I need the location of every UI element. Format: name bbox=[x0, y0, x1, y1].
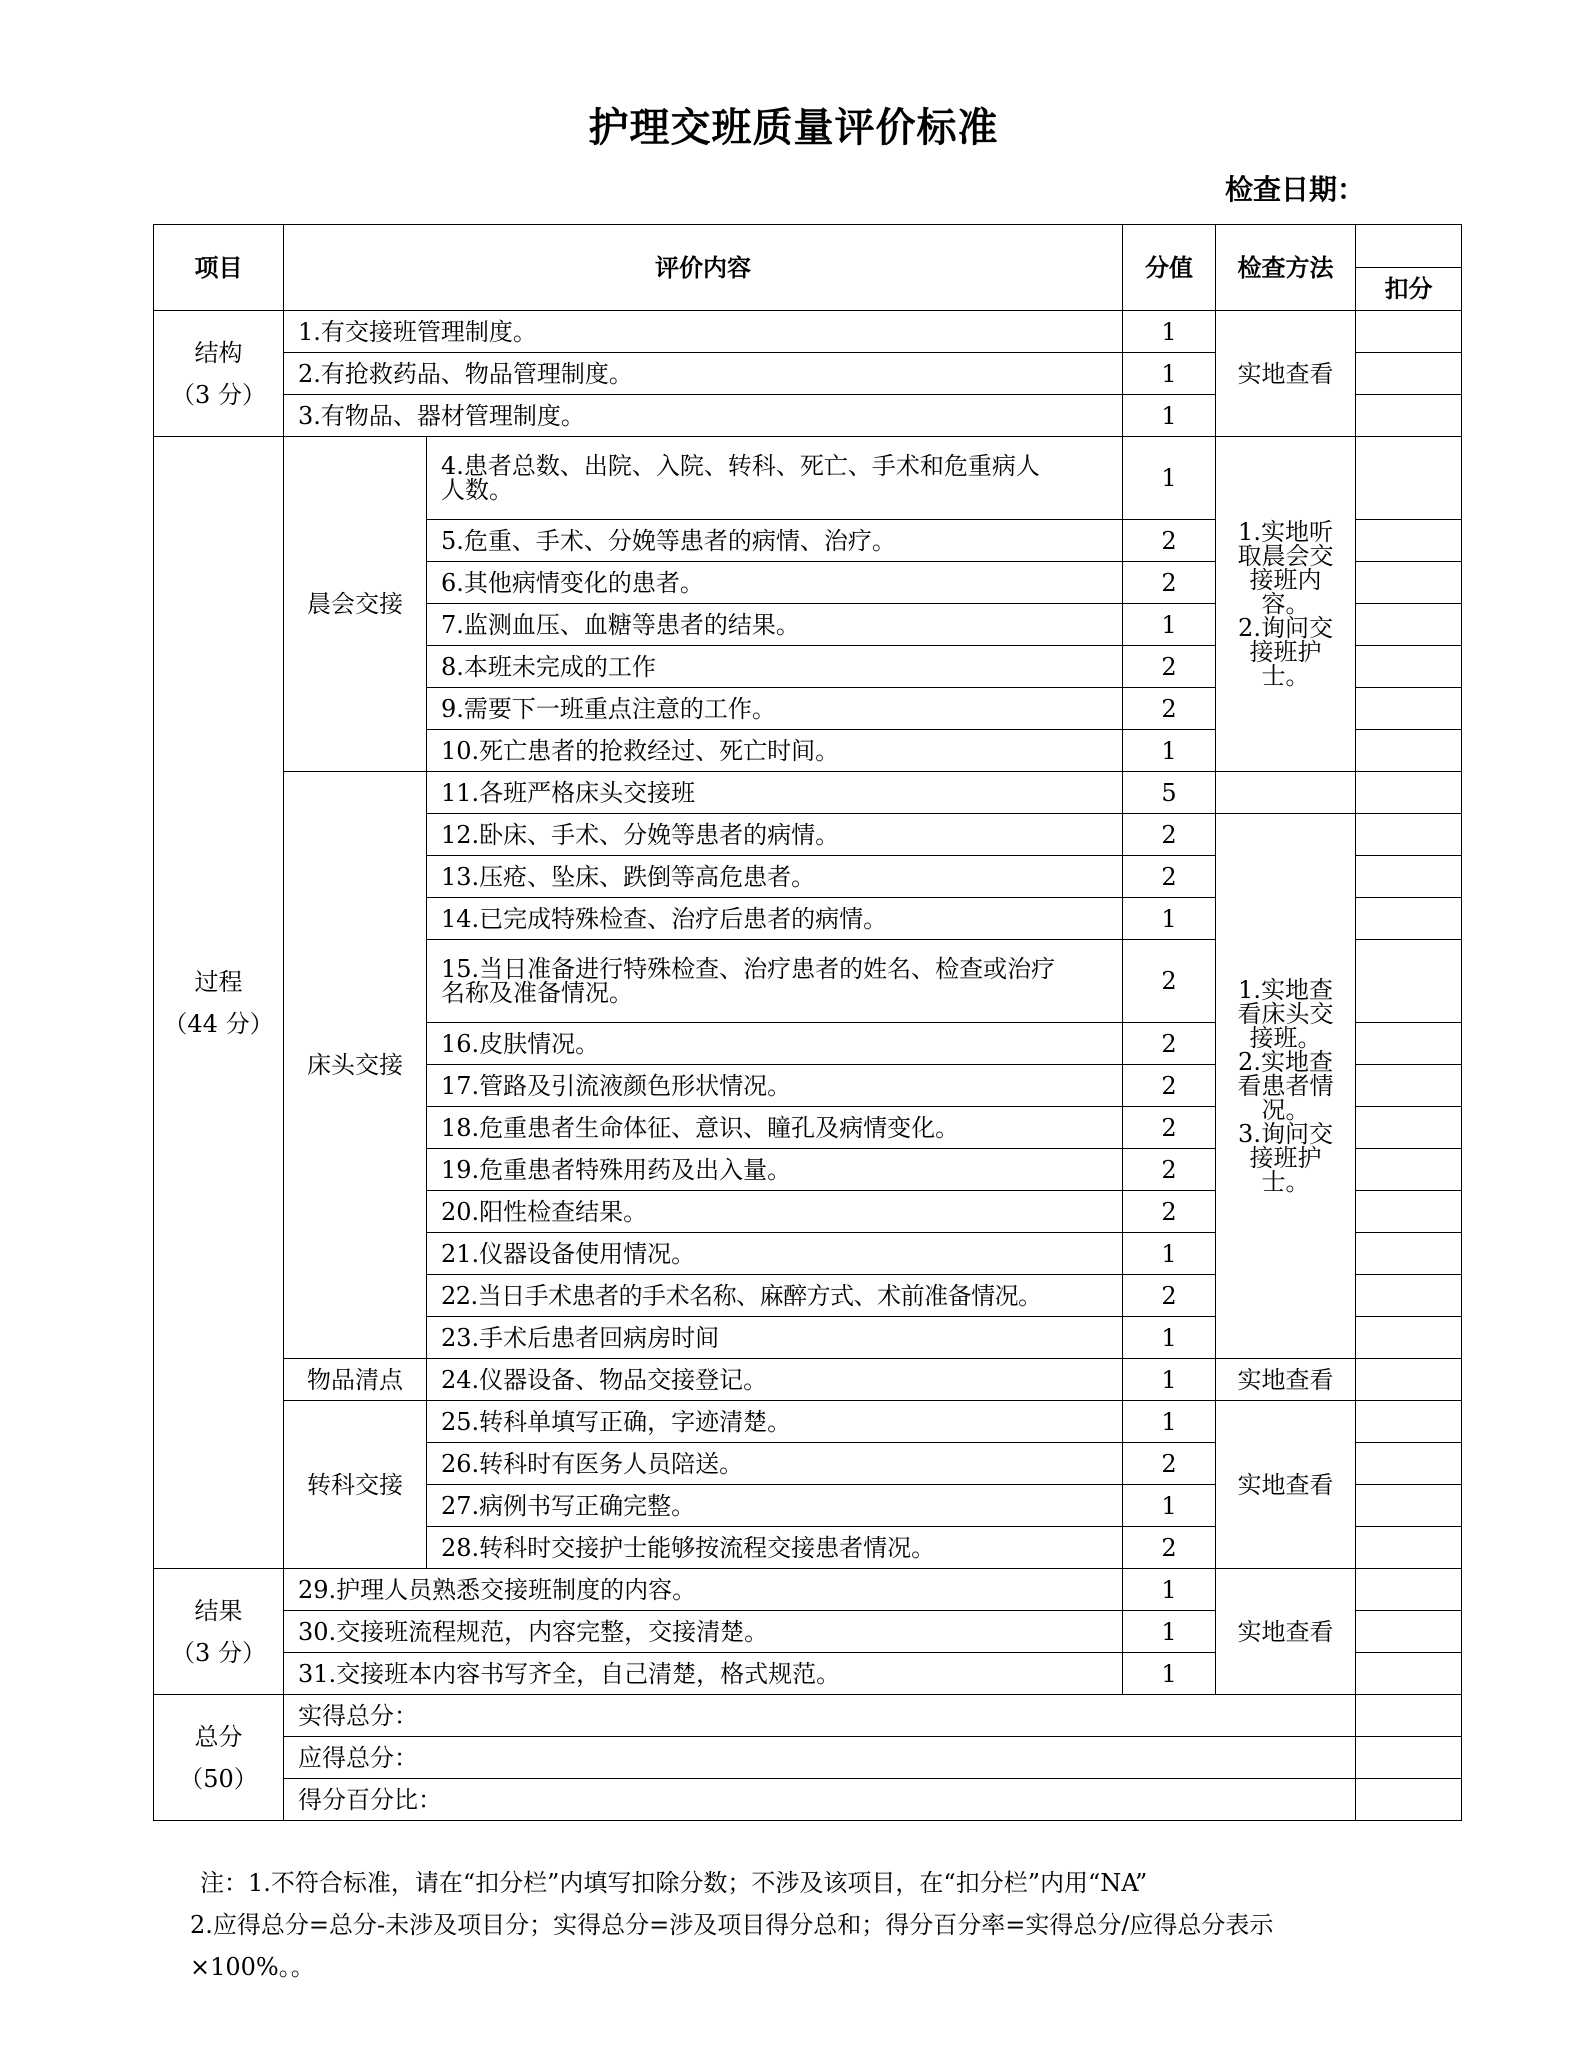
method-morning bbox=[1216, 437, 1356, 772]
row-score: 5 bbox=[1123, 772, 1216, 814]
row-content bbox=[427, 940, 1123, 1023]
table-row bbox=[154, 1695, 1462, 1737]
subsection-items-check: 物品清点 bbox=[284, 1359, 427, 1401]
row-score: 1 bbox=[1123, 1569, 1216, 1611]
row-score: 1 bbox=[1123, 730, 1216, 772]
section-structure bbox=[154, 311, 284, 437]
expected-total-label: 应得总分： bbox=[284, 1737, 1356, 1779]
row-content: 25.转科单填写正确，字迹清楚。 bbox=[427, 1401, 1123, 1443]
deduct-cell[interactable] bbox=[1356, 898, 1462, 940]
table-row bbox=[154, 311, 1462, 353]
row-score: 2 bbox=[1123, 940, 1216, 1023]
deduct-cell[interactable] bbox=[1356, 814, 1462, 856]
deduct-cell[interactable] bbox=[1356, 856, 1462, 898]
deduct-cell[interactable] bbox=[1356, 772, 1462, 814]
row-content: 8.本班未完成的工作 bbox=[427, 646, 1123, 688]
row-content: 23.手术后患者回病房时间 bbox=[427, 1317, 1123, 1359]
method-line: 2.询问交 bbox=[1238, 614, 1333, 642]
method-line: 2.实地查 bbox=[1238, 1048, 1333, 1076]
row-content: 13.压疮、坠床、跌倒等高危患者。 bbox=[427, 856, 1123, 898]
section-sub: （3 分） bbox=[171, 380, 266, 409]
row-content: 21.仪器设备使用情况。 bbox=[427, 1233, 1123, 1275]
table-row bbox=[154, 1401, 1462, 1443]
subsection-morning: 晨会交接 bbox=[284, 437, 427, 772]
method-line: 看患者情 bbox=[1237, 1072, 1334, 1100]
evaluation-table bbox=[153, 224, 1462, 1821]
section-label: 过程 bbox=[194, 967, 243, 996]
table-row bbox=[154, 1737, 1462, 1779]
deduct-cell[interactable] bbox=[1356, 1065, 1462, 1107]
row-content bbox=[427, 437, 1123, 520]
table-row bbox=[154, 772, 1462, 814]
deduct-cell[interactable] bbox=[1356, 395, 1462, 437]
method-bedside bbox=[1216, 814, 1356, 1359]
row-score: 1 bbox=[1123, 353, 1216, 395]
row-score: 2 bbox=[1123, 562, 1216, 604]
row-score: 1 bbox=[1123, 311, 1216, 353]
deduct-cell[interactable] bbox=[1356, 1275, 1462, 1317]
method-onsite: 实地查看 bbox=[1216, 311, 1356, 437]
deduct-cell[interactable] bbox=[1356, 1401, 1462, 1443]
inspection-date-label: 检查日期： bbox=[1225, 173, 1366, 206]
row-score: 2 bbox=[1123, 1065, 1216, 1107]
header-deduct-blank bbox=[1356, 225, 1462, 268]
row-content: 27.病例书写正确完整。 bbox=[427, 1485, 1123, 1527]
row-content: 14.已完成特殊检查、治疗后患者的病情。 bbox=[427, 898, 1123, 940]
deduct-cell[interactable] bbox=[1356, 1569, 1462, 1611]
row-score: 2 bbox=[1123, 1527, 1216, 1569]
deduct-cell[interactable] bbox=[1356, 1485, 1462, 1527]
deduct-cell[interactable] bbox=[1356, 1191, 1462, 1233]
row-content: 16.皮肤情况。 bbox=[427, 1023, 1123, 1065]
row-score: 1 bbox=[1123, 437, 1216, 520]
method-blank bbox=[1216, 772, 1356, 814]
notes bbox=[190, 1862, 1274, 1988]
method-line: 接班内 bbox=[1249, 566, 1322, 594]
row-score: 2 bbox=[1123, 1149, 1216, 1191]
row-content: 18.危重患者生命体征、意识、瞳孔及病情变化。 bbox=[427, 1107, 1123, 1149]
row-score: 2 bbox=[1123, 688, 1216, 730]
deduct-cell[interactable] bbox=[1356, 1359, 1462, 1401]
row-content-line: 名称及准备情况。 bbox=[441, 979, 633, 1007]
method-line: 士。 bbox=[1261, 662, 1310, 690]
row-score: 1 bbox=[1123, 1317, 1216, 1359]
section-sub: （44 分） bbox=[163, 1009, 274, 1038]
row-content: 28.转科时交接护士能够按流程交接患者情况。 bbox=[427, 1527, 1123, 1569]
method-onsite: 实地查看 bbox=[1216, 1359, 1356, 1401]
deduct-cell[interactable] bbox=[1356, 730, 1462, 772]
section-sub: （3 分） bbox=[171, 1638, 266, 1667]
method-line: 容。 bbox=[1261, 590, 1310, 618]
expected-total-value[interactable] bbox=[1356, 1737, 1462, 1779]
row-content: 31.交接班本内容书写齐全，自己清楚，格式规范。 bbox=[284, 1653, 1123, 1695]
row-content: 22.当日手术患者的手术名称、麻醉方式、术前准备情况。 bbox=[427, 1275, 1123, 1317]
method-line: 3.询问交 bbox=[1238, 1120, 1333, 1148]
row-score: 2 bbox=[1123, 520, 1216, 562]
row-score: 1 bbox=[1123, 1401, 1216, 1443]
section-label: 结果 bbox=[194, 1596, 243, 1625]
row-score: 1 bbox=[1123, 395, 1216, 437]
row-score: 1 bbox=[1123, 1359, 1216, 1401]
row-score: 2 bbox=[1123, 1443, 1216, 1485]
row-score: 1 bbox=[1123, 604, 1216, 646]
deduct-cell[interactable] bbox=[1356, 520, 1462, 562]
note-line-2: 2.应得总分=总分-未涉及项目分；实得总分=涉及项目得分总和；得分百分率=实得总分/应得总分表示 bbox=[190, 1911, 1274, 1939]
deduct-cell[interactable] bbox=[1356, 1149, 1462, 1191]
row-content: 11.各班严格床头交接班 bbox=[427, 772, 1123, 814]
actual-total-label: 实得总分： bbox=[284, 1695, 1356, 1737]
deduct-cell[interactable] bbox=[1356, 353, 1462, 395]
header-method: 检查方法 bbox=[1216, 225, 1356, 311]
row-score: 2 bbox=[1123, 1023, 1216, 1065]
table-row bbox=[154, 437, 1462, 520]
deduct-cell[interactable] bbox=[1356, 1527, 1462, 1569]
header-score: 分值 bbox=[1123, 225, 1216, 311]
row-content: 24.仪器设备、物品交接登记。 bbox=[427, 1359, 1123, 1401]
row-content: 20.阳性检查结果。 bbox=[427, 1191, 1123, 1233]
row-content: 5.危重、手术、分娩等患者的病情、治疗。 bbox=[427, 520, 1123, 562]
deduct-cell[interactable] bbox=[1356, 562, 1462, 604]
row-content: 19.危重患者特殊用药及出入量。 bbox=[427, 1149, 1123, 1191]
row-content: 3.有物品、器材管理制度。 bbox=[284, 395, 1123, 437]
method-line: 士。 bbox=[1261, 1168, 1310, 1196]
deduct-cell[interactable] bbox=[1356, 604, 1462, 646]
section-total bbox=[154, 1695, 284, 1821]
deduct-cell[interactable] bbox=[1356, 1023, 1462, 1065]
table-row bbox=[154, 1359, 1462, 1401]
deduct-cell[interactable] bbox=[1356, 437, 1462, 520]
percent-value[interactable] bbox=[1356, 1779, 1462, 1821]
page-title: 护理交班质量评价标准 bbox=[588, 104, 999, 151]
method-line: 接班护 bbox=[1249, 1144, 1322, 1172]
row-score: 1 bbox=[1123, 1653, 1216, 1695]
row-content: 17.管路及引流液颜色形状情况。 bbox=[427, 1065, 1123, 1107]
row-score: 2 bbox=[1123, 1107, 1216, 1149]
table-row bbox=[154, 1779, 1462, 1821]
row-content: 12.卧床、手术、分娩等患者的病情。 bbox=[427, 814, 1123, 856]
row-content: 7.监测血压、血糖等患者的结果。 bbox=[427, 604, 1123, 646]
deduct-cell[interactable] bbox=[1356, 1107, 1462, 1149]
actual-total-value[interactable] bbox=[1356, 1695, 1462, 1737]
row-score: 1 bbox=[1123, 1485, 1216, 1527]
row-score: 2 bbox=[1123, 1191, 1216, 1233]
table-row bbox=[154, 1569, 1462, 1611]
percent-label: 得分百分比： bbox=[284, 1779, 1356, 1821]
row-content: 2.有抢救药品、物品管理制度。 bbox=[284, 353, 1123, 395]
row-content: 9.需要下一班重点注意的工作。 bbox=[427, 688, 1123, 730]
deduct-cell[interactable] bbox=[1356, 311, 1462, 353]
subsection-bedside: 床头交接 bbox=[284, 772, 427, 1359]
method-line: 接班。 bbox=[1249, 1024, 1322, 1052]
method-line: 接班护 bbox=[1249, 638, 1322, 666]
row-score: 2 bbox=[1123, 814, 1216, 856]
deduct-cell[interactable] bbox=[1356, 1233, 1462, 1275]
section-label: 结构 bbox=[194, 338, 243, 367]
method-line: 看床头交 bbox=[1237, 1000, 1334, 1028]
header-content: 评价内容 bbox=[284, 225, 1123, 311]
method-line: 1.实地查 bbox=[1238, 976, 1333, 1004]
row-content: 6.其他病情变化的患者。 bbox=[427, 562, 1123, 604]
row-content: 10.死亡患者的抢救经过、死亡时间。 bbox=[427, 730, 1123, 772]
method-line: 取晨会交 bbox=[1237, 542, 1334, 570]
section-process bbox=[154, 437, 284, 1569]
method-line: 1.实地听 bbox=[1238, 518, 1333, 546]
method-onsite: 实地查看 bbox=[1216, 1401, 1356, 1569]
header-item: 项目 bbox=[154, 225, 284, 311]
row-score: 2 bbox=[1123, 1275, 1216, 1317]
section-label: 总分 bbox=[194, 1722, 243, 1751]
row-content-line: 4.患者总数、出院、入院、转科、死亡、手术和危重病人 bbox=[441, 452, 1040, 480]
row-content: 26.转科时有医务人员陪送。 bbox=[427, 1443, 1123, 1485]
header-deduct: 扣分 bbox=[1356, 268, 1462, 311]
row-content: 1.有交接班管理制度。 bbox=[284, 311, 1123, 353]
note-line-1: 注：1.不符合标准，请在“扣分栏”内填写扣除分数；不涉及该项目，在“扣分栏”内用“NA” bbox=[200, 1869, 1148, 1897]
row-score: 2 bbox=[1123, 646, 1216, 688]
subsection-transfer: 转科交接 bbox=[284, 1401, 427, 1569]
deduct-cell[interactable] bbox=[1356, 1611, 1462, 1653]
section-result bbox=[154, 1569, 284, 1695]
section-sub: （50） bbox=[179, 1764, 258, 1793]
deduct-cell[interactable] bbox=[1356, 1443, 1462, 1485]
deduct-cell[interactable] bbox=[1356, 1653, 1462, 1695]
note-line-3: ×100%。。 bbox=[190, 1953, 315, 1981]
deduct-cell[interactable] bbox=[1356, 646, 1462, 688]
deduct-cell[interactable] bbox=[1356, 940, 1462, 1023]
deduct-cell[interactable] bbox=[1356, 1317, 1462, 1359]
row-score: 1 bbox=[1123, 1233, 1216, 1275]
row-score: 1 bbox=[1123, 898, 1216, 940]
row-content: 30.交接班流程规范，内容完整，交接清楚。 bbox=[284, 1611, 1123, 1653]
row-score: 2 bbox=[1123, 856, 1216, 898]
method-line: 况。 bbox=[1261, 1096, 1310, 1124]
row-content: 29.护理人员熟悉交接班制度的内容。 bbox=[284, 1569, 1123, 1611]
row-score: 1 bbox=[1123, 1611, 1216, 1653]
deduct-cell[interactable] bbox=[1356, 688, 1462, 730]
row-content-line: 15.当日准备进行特殊检查、治疗患者的姓名、检查或治疗 bbox=[441, 955, 1056, 983]
row-content-line: 人数。 bbox=[441, 476, 513, 504]
method-onsite: 实地查看 bbox=[1216, 1569, 1356, 1695]
